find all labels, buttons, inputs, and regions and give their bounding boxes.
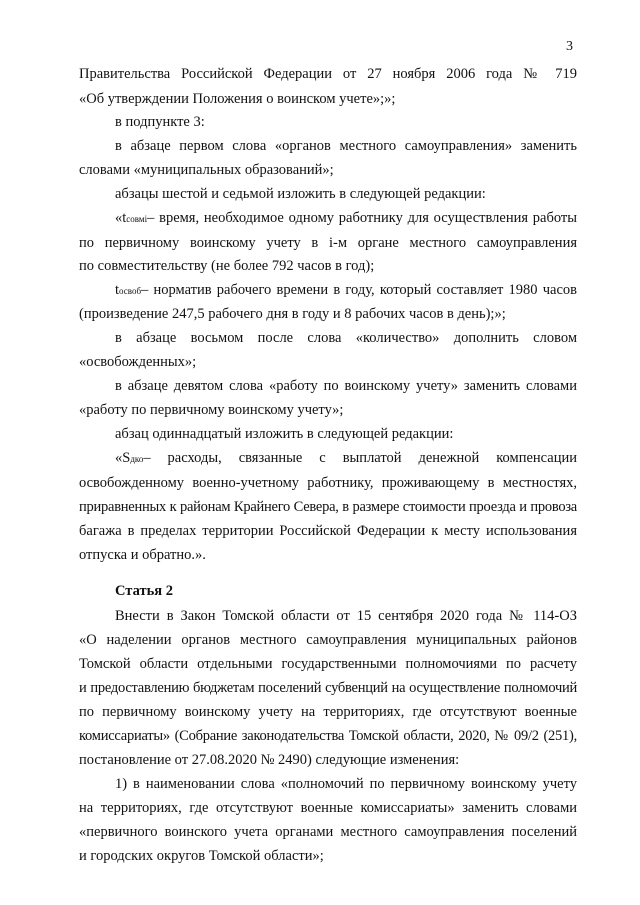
text-line: постановление от 27.08.2020 № 2490) следующие изменения:: [79, 752, 460, 768]
text-line: абзацы шестой и седьмой изложить в следующей редакции:: [115, 186, 486, 202]
text-line: абзац одиннадцатый изложить в следующей редакции:: [115, 426, 454, 442]
text-line: в абзаце восьмом после слова «количество» дополнить словом: [115, 330, 577, 346]
text-line: «первичного воинского учета органами местного самоуправления поселений: [79, 824, 577, 840]
text-line: Правительства Российской Федерации от 27 ноября 2006 года № 719: [79, 66, 577, 82]
text-line: словами «муниципальных образований»;: [79, 162, 334, 178]
text-line: на территориях, где отсутствуют военные комиссариаты» заменить словами: [79, 800, 577, 816]
formula-line-tosvob: t освоб – норматив рабочего времени в году, который составляет 1980 часов: [115, 282, 577, 298]
text-line: и городских округов Томской области»;: [79, 848, 324, 864]
text-line: отпуска и обратно.».: [79, 547, 206, 563]
text-line: комиссариаты» (Собрание законодательства Томской области, 2020, № 09/2 (251),: [79, 728, 577, 744]
text-line: 1) в наименовании слова «полномочий по первичному воинскому учету: [115, 776, 577, 792]
text-line: «Об утверждении Положения о воинском учете»;»;: [79, 91, 396, 107]
text-line: «освобожденных»;: [79, 354, 197, 370]
text-line: по совместительству (не более 792 часов в год);: [79, 258, 375, 274]
text-line: по первичному воинскому учету на территориях, где отсутствуют военные: [79, 704, 577, 720]
text-line: (произведение 247,5 рабочего дня в году и 8 рабочих часов в день);»;: [79, 306, 506, 322]
formula-definition: – время, необходимое одному работнику для осуществления работы: [147, 210, 577, 226]
text-line: освобожденному военно-учетному работнику, проживающему в местностях,: [79, 475, 577, 491]
page-number: 3: [566, 39, 573, 54]
text-line: «О наделении органов местного самоуправления муниципальных районов: [79, 632, 577, 648]
formula-symbol: «t: [115, 210, 127, 226]
text-line: приравненных к районам Крайнего Севера, в размере стоимости проезда и провоза: [79, 499, 577, 515]
text-line: и предоставлению бюджетам поселений субвенций на осуществление полномочий: [79, 680, 577, 696]
formula-definition: – норматив рабочего времени в году, который составляет 1980 часов: [141, 282, 577, 298]
text-line: в абзаце первом слова «органов местного самоуправления» заменить: [115, 138, 577, 154]
formula-symbol: t: [115, 282, 120, 298]
formula-line-sdko: «S дко – расходы, связанные с выплатой денежной компенсации: [115, 450, 577, 466]
text-line: Томской области отдельными государственными полномочиями по расчету: [79, 656, 577, 672]
formula-symbol: «S: [115, 450, 131, 466]
text-line: «работу по первичному воинскому учету»;: [79, 402, 344, 418]
text-line: багажа в пределах территории Российской Федерации к месту использования: [79, 523, 577, 539]
text-line: в подпункте 3:: [115, 114, 205, 130]
formula-line-tsovm: «t совмi – время, необходимое одному работнику для осуществления работы: [115, 210, 577, 226]
formula-definition: – расходы, связанные с выплатой денежной компенсации: [143, 450, 577, 466]
text-line: Внести в Закон Томской области от 15 сентября 2020 года № 114-ОЗ: [115, 608, 577, 624]
article-heading: Статья 2: [115, 583, 173, 599]
text-line: в абзаце девятом слова «работу по воинскому учету» заменить словами: [115, 378, 577, 394]
text-line: по первичному воинскому учету в i-м органе местного самоуправления: [79, 235, 577, 251]
